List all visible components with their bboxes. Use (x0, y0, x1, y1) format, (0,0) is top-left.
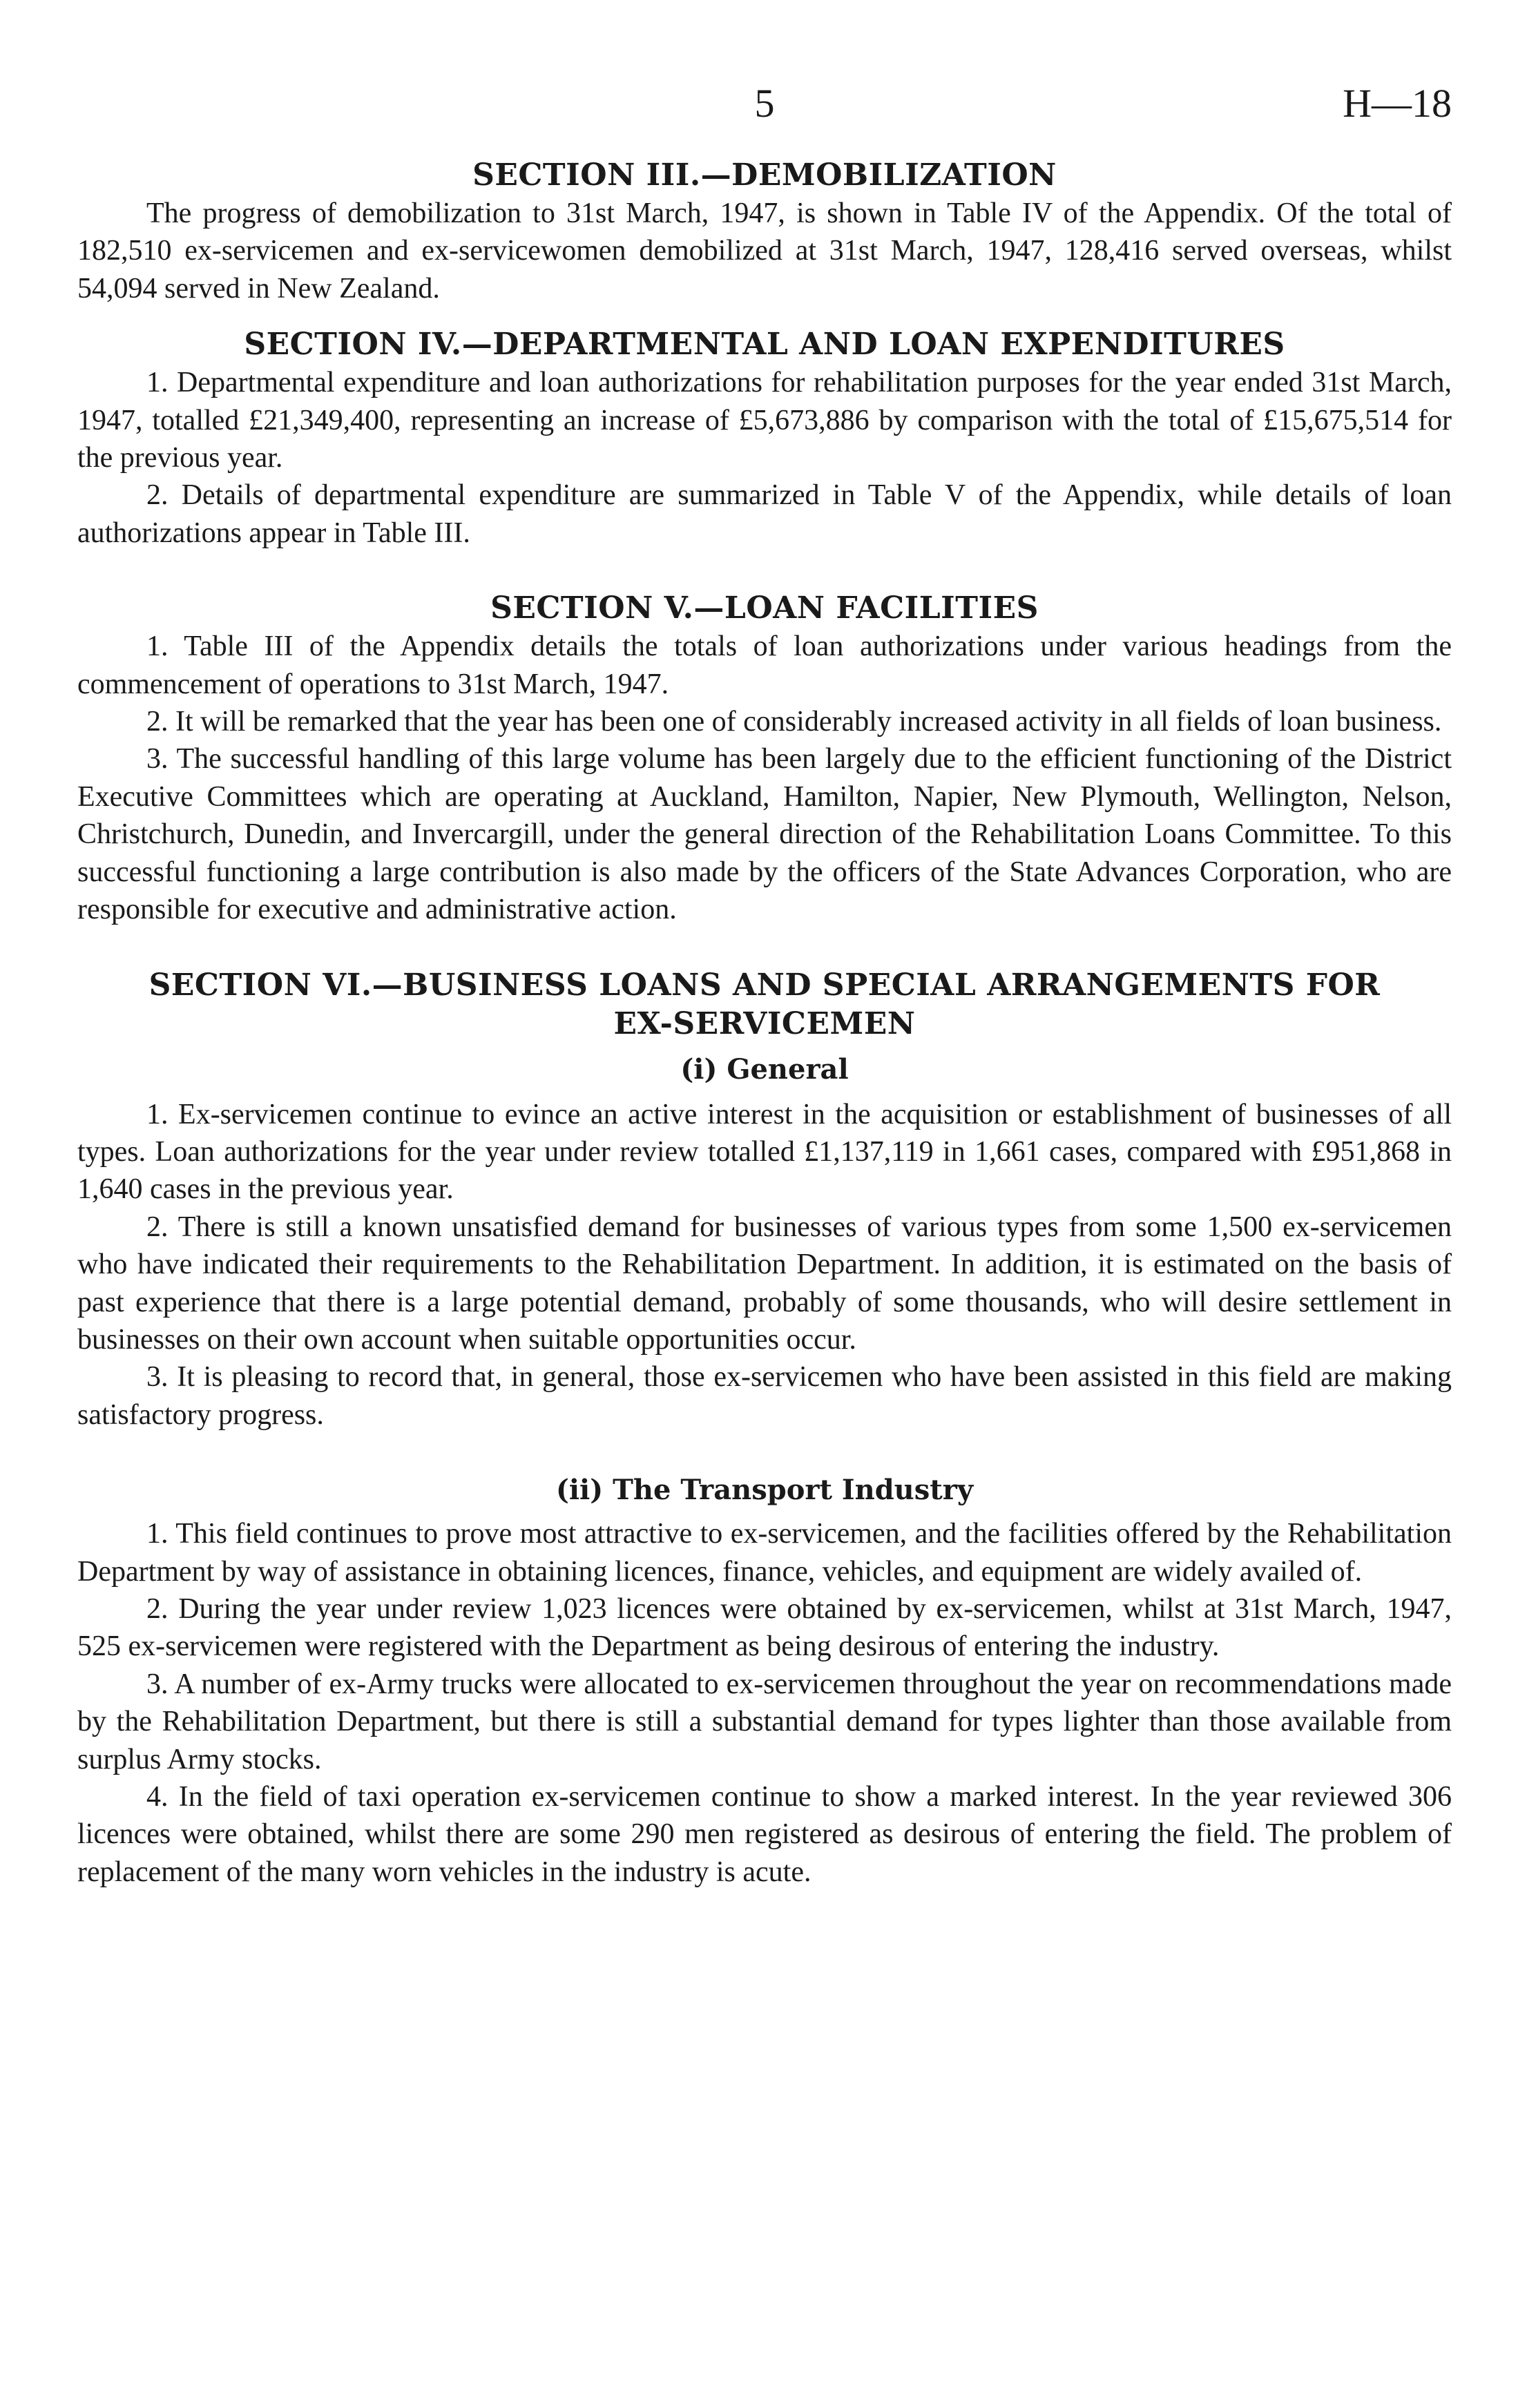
section-heading-line: EX-SERVICEMEN (613, 1005, 916, 1041)
subsection-heading-transport: (ii) The Transport Industry (555, 1474, 974, 1507)
paragraph: 1. Departmental expenditure and loan authorizations for rehabilitation purposes for the year ended 31st March, 1947, totalled £21,349,400, representing an increase of £5,673,886 by comparison with the total of £15,675,514 for the previous year. (77, 367, 1452, 474)
paragraph: 1. This field continues to prove most attractive to ex-servicemen, and the facilities offered by the Rehabilitation Department by way of assistance in obtaining licences, finance, vehicles, and equipment are widely availed of. (77, 1518, 1452, 1588)
paragraph: 3. A number of ex-Army trucks were allocated to ex-servicemen throughout the year on recommendations made by the Rehabilitation Department, but there is still a substantial demand for types lighter than those available from surplus Army stocks. (77, 1668, 1452, 1775)
page-number: 5 (754, 81, 775, 126)
paragraph: 2. There is still a known unsatisfied demand for businesses of various types from some 1,500 ex-servicemen who have indicated their requirements to the Rehabilitation Department. In addition, it is estimated on the basis of past experience that there is a large potential demand, probably of some thousands, who will desire settlement in businesses on their own account when suitable opportunities occur. (77, 1211, 1452, 1356)
section-heading-loan-facilities: SECTION V.—LOAN FACILITIES (490, 590, 1039, 626)
section-heading-expenditures: SECTION IV.—DEPARTMENTAL AND LOAN EXPENDITURES (244, 327, 1285, 363)
paragraph: 2. During the year under review 1,023 licences were obtained by ex-servicemen, whilst at 31st March, 1947, 525 ex-servicemen were registered with the Department as being desirous of entering the industry. (77, 1592, 1452, 1663)
subsection-heading-general: (i) General (680, 1052, 849, 1086)
paragraph: 1. Ex-servicemen continue to evince an active interest in the acquisition or establishment of businesses of all types. Loan authorizations for the year under review totalled £1,137,119 in 1,661 cases, compared with £951,868 in 1,640 cases in the previous year. (77, 1098, 1452, 1206)
paragraph: 4. In the field of taxi operation ex-servicemen continue to show a marked interest. In the year reviewed 306 licences were obtained, whilst there are some 290 men registered as desirous of entering the field. The problem of replacement of the many worn vehicles in the industry is acute. (77, 1781, 1452, 1888)
page-header (77, 76, 1452, 131)
paragraph: 2. It will be remarked that the year has been one of considerably increased activity in all fields of loan business. (146, 706, 1442, 738)
paragraph: 3. The successful handling of this large volume has been largely due to the efficient functioning of the District Executive Committees which are operating at Auckland, Hamilton, Napier, New Plymouth, Wellington, Nelson, Christchurch, Dunedin, and Invercargill, under the general direction of the Rehabilitation Loans Committee. To this successful functioning a large contribution is also made by the officers of the State Advances Corporation, who are responsible for executive and administrative action. (77, 743, 1452, 926)
paragraph: 2. Details of departmental expenditure are summarized in Table V of the Appendix, while details of loan authorizations appear in Table III. (77, 479, 1452, 549)
document-page (77, 76, 1452, 1891)
paragraph: The progress of demobilization to 31st March, 1947, is shown in Table IV of the Appendix. Of the total of 182,510 ex-servicemen and ex-servicewomen demobilized at 31st March, 1947, 128,416 served overseas, whilst 54,094 served in New Zealand. (77, 198, 1452, 305)
paragraph: 1. Table III of the Appendix details the totals of loan authorizations under various headings from the commencement of operations to 31st March, 1947. (77, 630, 1452, 700)
section-heading-demobilization: SECTION III.—DEMOBILIZATION (472, 157, 1057, 193)
section-heading-line: SECTION VI.—BUSINESS LOANS AND SPECIAL ARRANGEMENTS FOR (148, 967, 1381, 1003)
document-reference: H—18 (1343, 81, 1452, 126)
paragraph: 3. It is pleasing to record that, in general, those ex-servicemen who have been assisted in this field are making satisfactory progress. (77, 1361, 1452, 1431)
section-heading-business-loans (77, 966, 1452, 1043)
